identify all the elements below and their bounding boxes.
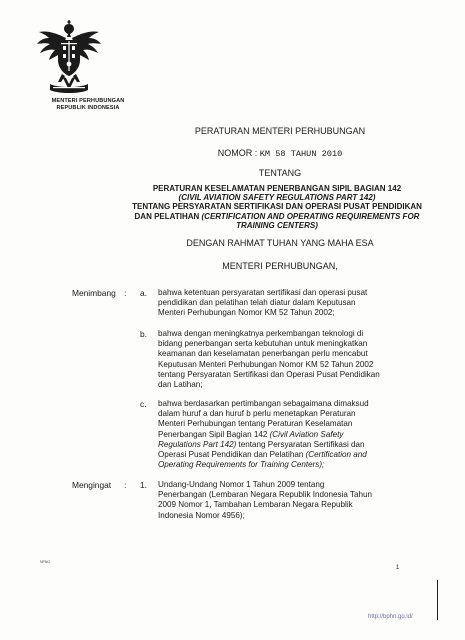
mengingat-colon: : [124,480,127,490]
subject-line: DAN PELATIHAN [134,211,200,221]
para-line: dalam huruf a dan huruf b perlu menetapkan Peraturan [158,409,356,419]
para-line: bahwa ketentuan persyaratan sertifikasi dan operasi pusat [158,288,368,297]
para-line: (Certification and [305,450,367,460]
menimbang-item-c [158,399,420,470]
para-line: pendidikan dan pelatihan telah diatur dalam Keputusan [158,298,356,308]
ministry-line: MENTERI PERHUBUNGAN [51,98,125,104]
subject-line: PERATURAN KESELAMATAN PENERBANGAN SIPIL BAGIAN 142 [152,184,402,193]
mengingat-label: Mengingat [72,480,112,490]
menteri-line: MENTERI PERHUBUNGAN, [222,261,338,271]
item-marker: c. [140,399,147,409]
subject-line: TRAINING CENTERS) [236,220,318,230]
item-marker: b. [140,329,147,339]
subject-line: (CIVIL AVIATION SAFETY REGULATIONS PART 142) [178,193,376,203]
document-code: NPNO [40,560,51,564]
para-line: 2009 Nomor 1, Tambahan Lembaran Negara Republik [158,500,353,510]
garuda-pancasila-emblem-icon [36,20,102,98]
regulation-subject [112,184,442,230]
para-line: keamanan dan keselamatan penerbangan perlu mencabut [158,349,368,359]
item-marker: a. [140,288,147,298]
para-line: Operasi Pusat Pendidikan dan Pelatihan [158,450,304,460]
scan-edge-line [437,580,438,620]
menimbang-colon: : [124,288,127,298]
source-url[interactable]: http://bphn.go.id/ [368,614,413,620]
nomor-value: KM 58 TAHUN 2010 [259,149,343,159]
regulation-number [130,148,430,159]
menimbang-label: Menimbang [72,288,116,298]
para-line: Regulations Part 142) [158,439,237,449]
para-line: Penerbangan (Lembaran Negara Republik Indonesia Tahun [158,490,373,500]
ministry-header [28,98,148,112]
ministry-line: REPUBLIK INDONESIA [56,105,120,111]
para-line: (Civil Aviation Safety [269,429,344,439]
para-line: Keputusan Menteri Perhubungan Nomor KM 52 Tahun 2002 [158,359,374,369]
para-line: Menteri Perhubungan tentang Peraturan Keselamatan [158,419,353,429]
para-line: Menteri Perhubungan Nomor KM 52 Tahun 2002; [158,308,335,318]
para-line: Operating Requirements for Training Centers); [158,460,325,470]
nomor-label: NOMOR : [217,148,258,158]
menimbang-item-b [158,329,420,390]
item-marker: 1. [140,480,147,490]
para-line: tentang Persyaratan Sertifikasi dan [238,439,365,449]
rahmat-line: DENGAN RAHMAT TUHAN YANG MAHA ESA [186,238,374,248]
para-line: Undang-Undang Nomor 1 Tahun 2009 tentang [158,480,325,489]
subject-line: (CERTIFICATION AND OPERATING REQUIREMENTS FOR [201,211,420,221]
para-line: bahwa berdasarkan pertimbangan sebagaimana dimaksud [158,399,369,408]
subject-line: TENTANG PERSYARATAN SERTIFIKASI DAN OPERASI PUSAT PENDIDIKAN [132,202,422,212]
page-number: 1 [396,565,400,571]
para-line: Indonesia Nomor 4956); [158,510,245,520]
menimbang-item-a [158,288,420,319]
regulation-title: PERATURAN MENTERI PERHUBUNGAN [194,126,366,136]
para-line: bahwa dengan meningkatnya perkembangan teknologi di [158,329,364,338]
tentang-label: TENTANG [258,168,302,178]
para-line: dan Latihan; [158,380,203,390]
para-line: bidang penerbangan serta kebutuhan untuk meningkatkan [158,339,368,349]
para-line: Penerbangan Sipil Bagian 142 [158,429,268,439]
mengingat-item-1 [158,480,420,521]
para-line: tentang Persyaratan Sertifikasi dan Operasi Pusat Pendidikan [158,369,380,379]
